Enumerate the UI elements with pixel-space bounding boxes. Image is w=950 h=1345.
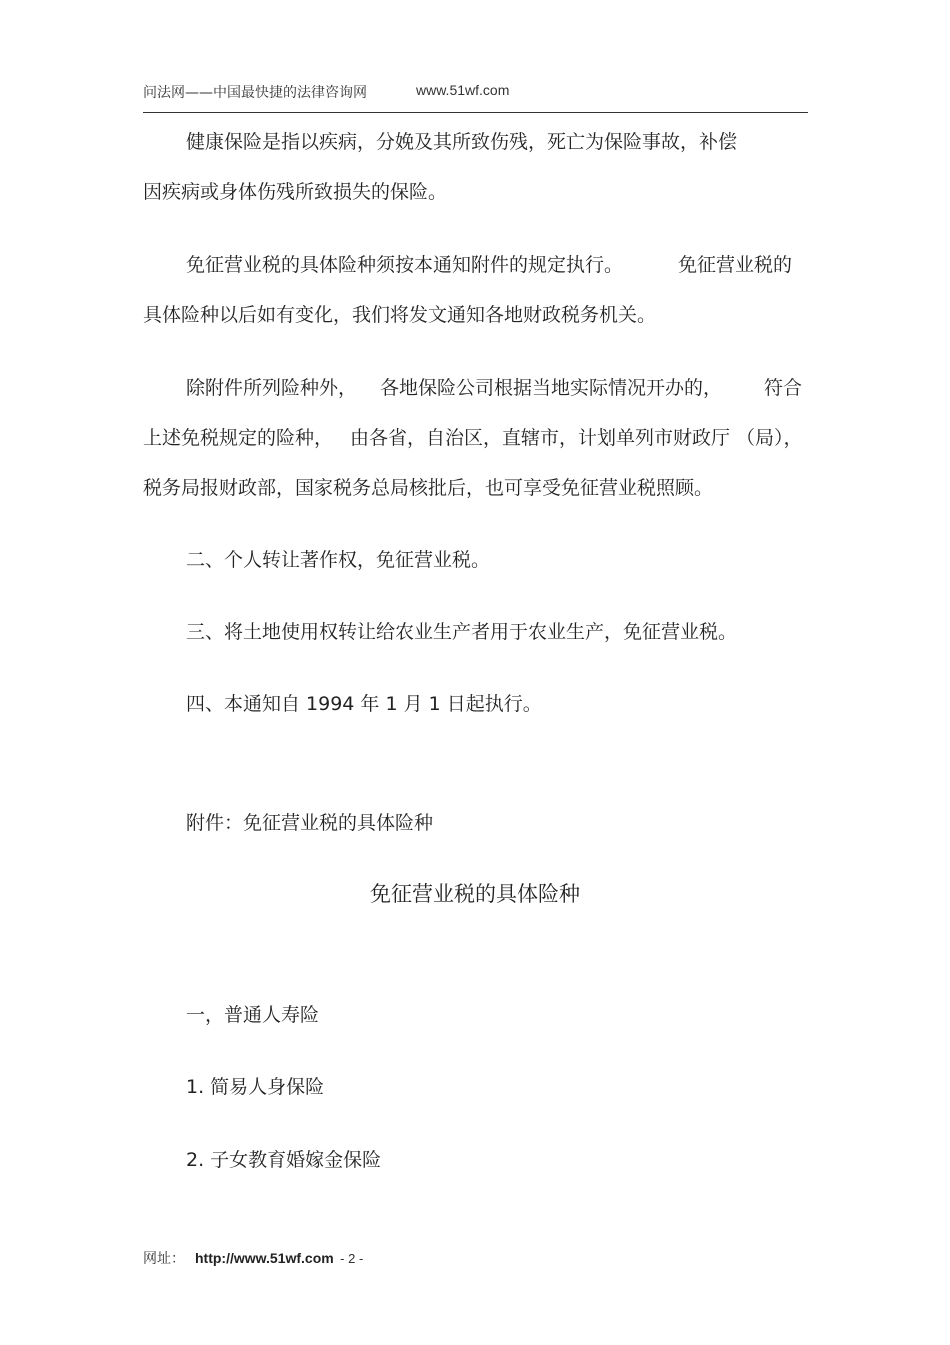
footer-url[interactable]: http://www.51wf.com: [195, 1250, 334, 1266]
paragraph-3-line-3: 税务局报财政部，国家税务总局核批后，也可享受免征营业税照顾。: [143, 477, 714, 499]
header-site-name: 问法网——中国最快捷的法律咨询网: [143, 85, 367, 101]
header-url[interactable]: www.51wf.com: [416, 82, 510, 98]
item-4: 四、本通知自 1994 年 1 月 1 日起执行。: [186, 693, 542, 715]
paragraph-2-line-2: 具体险种以后如有变化，我们将发文通知各地财政税务机关。: [143, 304, 657, 326]
paragraph-1-line-1: 健康保险是指以疾病，分娩及其所致伤残，死亡为保险事故，补偿: [186, 131, 738, 153]
paragraph-3-line-2a: 上述免税规定的险种，: [143, 427, 334, 449]
list-item: 1. 简易人身保险: [186, 1076, 325, 1098]
footer-label: 网址：: [143, 1251, 185, 1267]
paragraph-3-line-1b: 各地保险公司根据当地实际情况开办的，: [380, 377, 723, 399]
paragraph-3-line-1c: 符合: [764, 377, 803, 399]
item-3: 三、将土地使用权转让给农业生产者用于农业生产，免征营业税。: [186, 621, 738, 643]
section-1-heading: 一，普通人寿险: [186, 1004, 320, 1026]
attachment-title: 免征营业税的具体险种: [370, 882, 580, 906]
paragraph-2-line-1a: 免征营业税的具体险种须按本通知附件的规定执行。: [186, 254, 624, 276]
paragraph-3-line-1a: 除附件所列险种外，: [186, 377, 358, 399]
paragraph-3-line-2b: 由各省，自治区，直辖市，计划单列市财政厅 （局），: [350, 427, 803, 449]
paragraph-2-line-1b: 免征营业税的: [678, 254, 793, 276]
paragraph-1-line-2: 因疾病或身体伤残所致损失的保险。: [143, 181, 448, 203]
page-header: [143, 80, 808, 113]
item-2: 二、个人转让著作权，免征营业税。: [186, 549, 491, 571]
page-footer: [143, 1248, 363, 1268]
list-item: 2. 子女教育婚嫁金保险: [186, 1149, 382, 1171]
page-number: - 2 -: [340, 1251, 364, 1266]
attachment-line: 附件：免征营业税的具体险种: [186, 812, 434, 834]
